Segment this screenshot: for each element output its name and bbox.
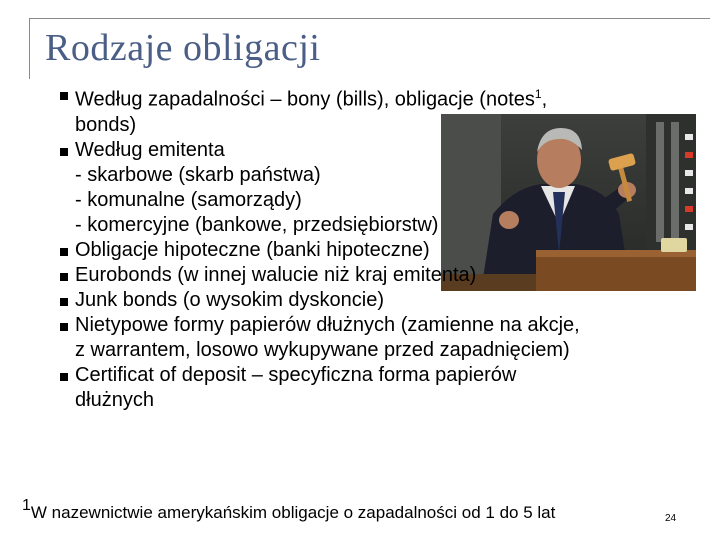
page-title: Rodzaje obligacji xyxy=(45,27,321,69)
bullet-text: Według emitenta xyxy=(75,138,225,161)
square-bullet-icon xyxy=(60,323,68,331)
bullet-item-eurobonds xyxy=(60,263,700,288)
bullet-text-line2: dłużnych xyxy=(75,388,154,411)
bullet-item-junk-bonds xyxy=(60,288,700,313)
square-bullet-icon xyxy=(60,373,68,381)
footnote-ref: 1 xyxy=(534,87,542,101)
bullet-text: Eurobonds (w innej walucie niż kraj emitenta) xyxy=(75,263,477,286)
square-bullet-icon xyxy=(60,92,68,100)
sub-item: - komercyjne (bankowe, przedsiębiorstw) xyxy=(75,213,439,236)
bullet-text: Nietypowe formy papierów dłużnych (zamienne na akcje, xyxy=(75,313,580,336)
bullet-list xyxy=(60,82,700,413)
bullet-item-zapadalnosc xyxy=(60,82,700,138)
sub-item: - komunalne (samorządy) xyxy=(75,188,302,211)
bullet-text-line2: z warrantem, losowo wykupywane przed zapadnięciem) xyxy=(75,338,570,361)
bullet-text-line2: bonds) xyxy=(75,113,137,136)
bullet-text-tail: , xyxy=(541,88,548,111)
footnote-text: W nazewnictwie amerykańskim obligacje o zapadalności od 1 do 5 lat xyxy=(30,503,556,522)
bullet-item-emitent xyxy=(60,138,700,163)
footnote xyxy=(22,497,556,523)
bullet-item-nietypowe xyxy=(60,313,700,363)
bullet-item-certificat xyxy=(60,363,700,413)
bullet-text: Według zapadalności – bony (bills), obligacje (notes xyxy=(75,88,535,111)
bullet-text: Junk bonds (o wysokim dyskoncie) xyxy=(75,288,385,311)
bullet-text: Obligacje hipoteczne (banki hipoteczne) xyxy=(75,238,430,261)
square-bullet-icon xyxy=(60,248,68,256)
bullet-text: Certificat of deposit – specyficzna forma papierów xyxy=(75,363,517,386)
footnote-marker: 1 xyxy=(22,497,31,514)
square-bullet-icon xyxy=(60,273,68,281)
bullet-item-hipoteczne xyxy=(60,238,700,263)
sub-item: - skarbowe (skarb państwa) xyxy=(75,163,321,186)
page-number: 24 xyxy=(665,513,677,524)
square-bullet-icon xyxy=(60,148,68,156)
square-bullet-icon xyxy=(60,298,68,306)
